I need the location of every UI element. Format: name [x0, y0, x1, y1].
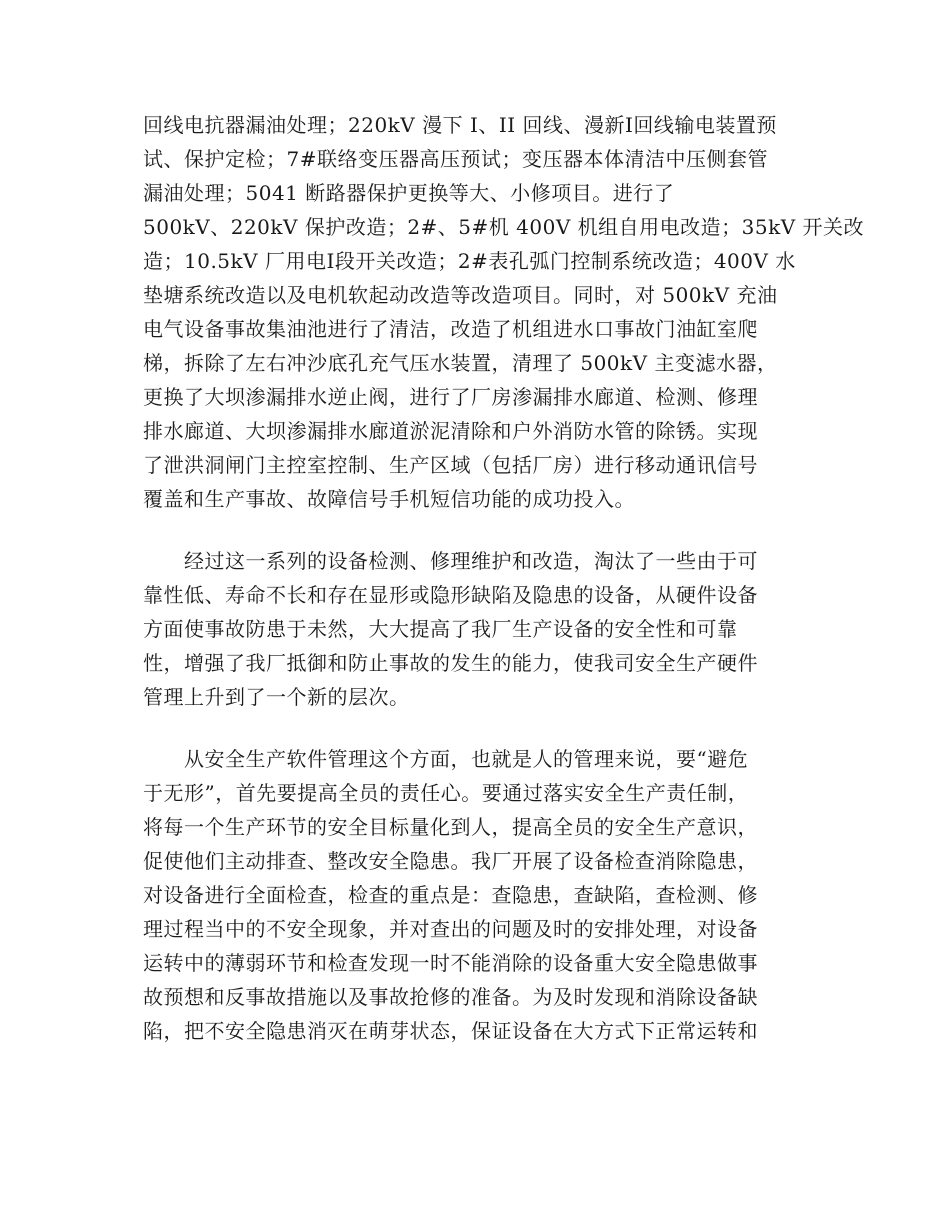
text-line: 排水廊道、大坝渗漏排水廊道淤泥清除和户外消防水管的除锈。实现 [143, 419, 758, 443]
paragraph-2 [143, 544, 808, 714]
text-line: 理过程当中的不安全现象，并对查出的问题及时的安排处理，对设备 [143, 917, 758, 941]
text-line: 运转中的薄弱环节和检查发现一时不能消除的设备重大安全隐患做事 [143, 951, 758, 975]
text-line: 方面使事故防患于未然，大大提高了我厂生产设备的安全性和可靠 [143, 617, 738, 641]
text-line: 500kV、220kV 保护改造；2#、5#机 400V 机组自用电改造；35kV 开关改 [143, 215, 864, 239]
text-line: 故预想和反事故措施以及事故抢修的准备。为及时发现和消除设备缺 [143, 985, 758, 1009]
text-line: 从安全生产软件管理这个方面，也就是人的管理来说，要“避危 [184, 747, 749, 771]
paragraph-spacer [143, 714, 808, 742]
text-line: 梯，拆除了左右冲沙底孔充气压水装置，清理了 500kV 主变滤水器， [143, 351, 778, 375]
text-line: 经过这一系列的设备检测、修理维护和改造，淘汰了一些由于可 [184, 549, 758, 573]
text-line: 造；10.5kV 厂用电Ⅰ段开关改造；2#表孔弧门控制系统改造；400V 水 [143, 249, 796, 273]
text-line: 将每一个生产环节的安全目标量化到人，提高全员的安全生产意识， [143, 815, 758, 839]
text-line: 回线电抗器漏油处理；220kV 漫下 I、II 回线、漫新Ⅰ回线输电装置预 [143, 113, 777, 137]
text-line: 管理上升到了一个新的层次。 [143, 685, 410, 709]
text-line: 电气设备事故集油池进行了清洁，改造了机组进水口事故门油缸室爬 [143, 317, 758, 341]
paragraph-3 [143, 742, 808, 1048]
text-line: 促使他们主动排查、整改安全隐患。我厂开展了设备检查消除隐患， [143, 849, 758, 873]
text-line: 性，增强了我厂抵御和防止事故的发生的能力，使我司安全生产硬件 [143, 651, 758, 675]
document-body [143, 108, 864, 1048]
text-line: 对设备进行全面检查，检查的重点是：查隐患，查缺陷，查检测、修 [143, 883, 758, 907]
text-line: 靠性低、寿命不长和存在显形或隐形缺陷及隐患的设备，从硬件设备 [143, 583, 758, 607]
paragraph-1 [143, 108, 864, 516]
text-line: 垫塘系统改造以及电机软起动改造等改造项目。同时，对 500kV 充油 [143, 283, 778, 307]
text-line: 更换了大坝渗漏排水逆止阀，进行了厂房渗漏排水廊道、检测、修理 [143, 385, 758, 409]
text-line: 试、保护定检；7#联络变压器高压预试；变压器本体清洁中压侧套管 [143, 147, 768, 171]
text-line: 于无形”，首先要提高全员的责任心。要通过落实安全生产责任制， [143, 781, 749, 805]
text-line: 了泄洪洞闸门主控室控制、生产区域（包括厂房）进行移动通讯信号 [143, 453, 758, 477]
text-line: 覆盖和生产事故、故障信号手机短信功能的成功投入。 [143, 487, 635, 511]
paragraph-spacer [143, 516, 808, 544]
text-line: 陷，把不安全隐患消灭在萌芽状态，保证设备在大方式下正常运转和 [143, 1019, 758, 1043]
text-line: 漏油处理；5041 断路器保护更换等大、小修项目。进行了 [143, 181, 675, 205]
